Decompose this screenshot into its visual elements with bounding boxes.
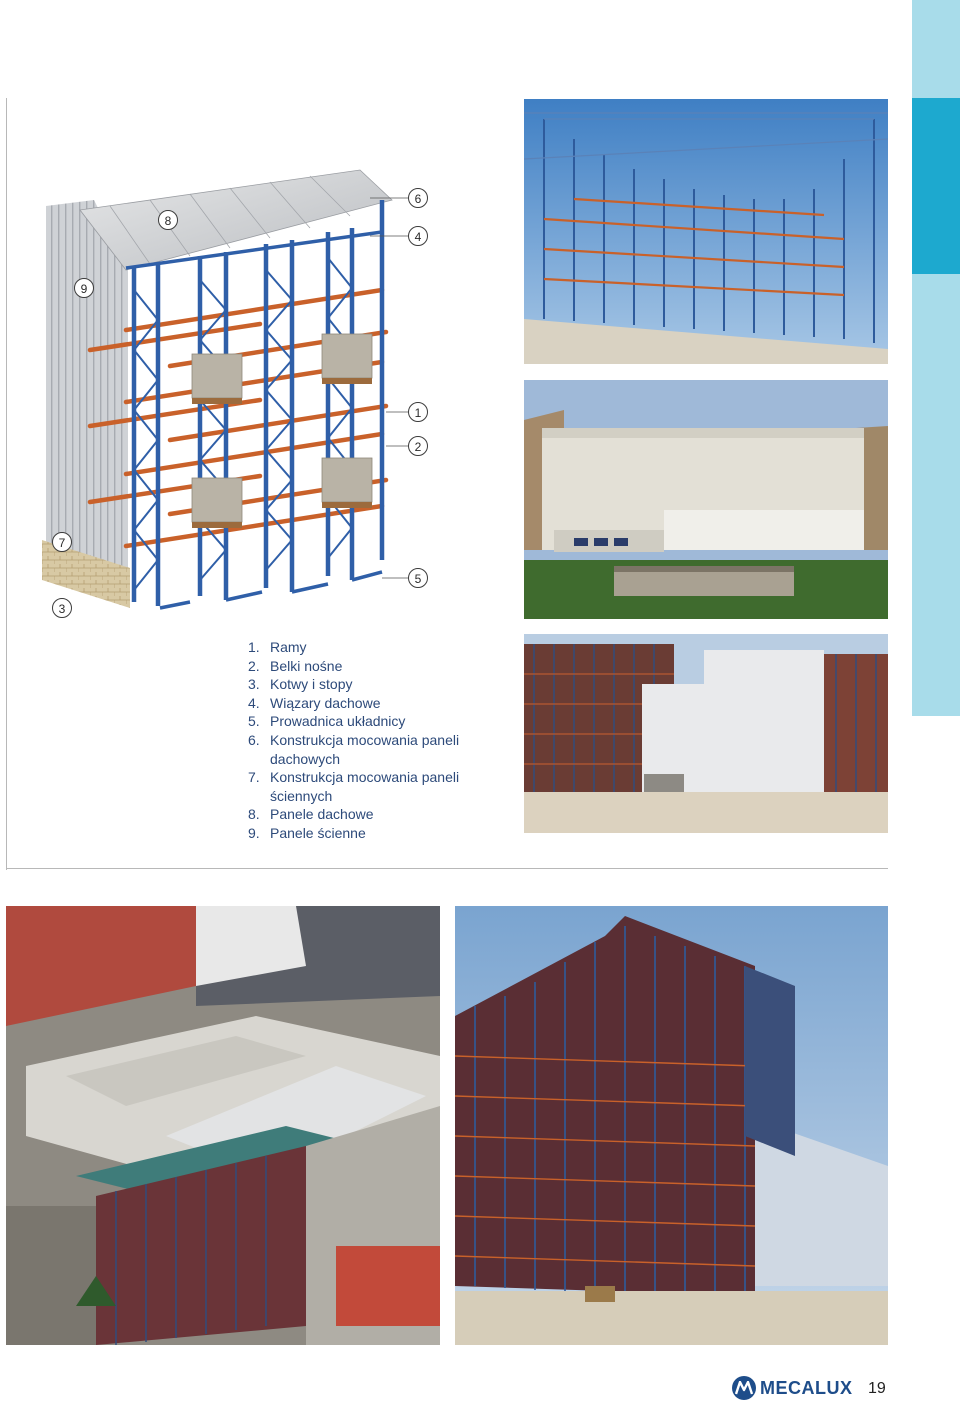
callout-8: 8 xyxy=(158,210,178,230)
legend-item: 7. Konstrukcja mocowania paneli ściennych xyxy=(248,769,460,804)
callout-2: 2 xyxy=(408,436,428,456)
legend-item: 1. Ramy xyxy=(248,639,307,655)
legend-item: 3. Kotwy i stopy xyxy=(248,676,353,693)
brand-name: MECALUX xyxy=(760,1377,853,1398)
callout-3: 3 xyxy=(52,598,72,618)
legend-item: 8. Panele dachowe xyxy=(248,806,374,823)
legend-item: 2. Belki nośne xyxy=(248,657,343,674)
frame-divider-horizontal xyxy=(6,868,888,869)
photo-aerial-warehouse-complex xyxy=(6,906,440,1345)
callout-6: 6 xyxy=(408,188,428,208)
brand-mark-icon xyxy=(732,1376,756,1400)
page-number: 19 xyxy=(868,1380,886,1397)
legend-item: 6. Konstrukcja mocowania paneli dachowych xyxy=(248,731,460,767)
diagram-legend xyxy=(248,638,508,843)
side-tab-active xyxy=(912,98,960,274)
photo-clad-warehouse-exterior xyxy=(524,380,888,619)
frame-divider-vertical xyxy=(6,98,7,870)
callout-9: 9 xyxy=(74,278,94,298)
rack-structure-illustration xyxy=(30,140,440,620)
photo-rack-construction-interior xyxy=(524,99,888,364)
callout-1: 1 xyxy=(408,402,428,422)
legend-item: 4. Wiązary dachowe xyxy=(248,694,381,711)
callout-7: 7 xyxy=(52,532,72,552)
rack-structure-diagram xyxy=(30,140,440,620)
photo-partially-clad-warehouse xyxy=(524,634,888,833)
legend-item: 9. Panele ścienne xyxy=(248,824,366,841)
brand-logo xyxy=(732,1376,853,1400)
legend-item: 5. Prowadnica układnicy xyxy=(248,713,406,730)
photo-rack-structure-construction xyxy=(455,906,888,1345)
callout-4: 4 xyxy=(408,226,428,246)
callout-5: 5 xyxy=(408,568,428,588)
